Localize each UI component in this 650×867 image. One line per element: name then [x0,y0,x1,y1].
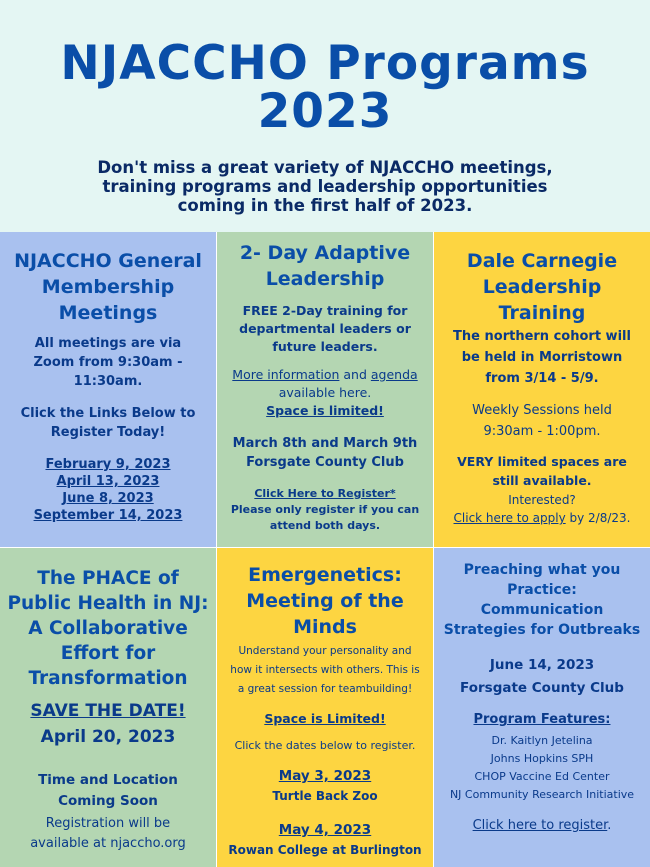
carnegie-very-limited [434,452,650,490]
emergenetics-heading-line-3: Minds [293,616,357,638]
adaptive-space-limited: Space is limited! [266,403,384,418]
carnegie-apply [434,491,650,527]
carnegie-deadline: by 2/8/23. [565,511,631,525]
feature-item: NJ Community Research Initiative [449,788,635,801]
meeting-date-link[interactable]: February 9, 2023 [45,457,171,472]
carnegie-heading-line-1: Dale Carnegie [466,250,618,272]
general-heading-line-2: Membership [41,276,175,298]
adaptive-dates-text: March 8th and March 9th [232,436,418,451]
phace-heading-line-5: Transformation [28,668,188,689]
preaching-heading-line-3: Communication [480,602,604,618]
adaptive-free-line-1: FREE 2-Day training for [242,303,408,318]
general-zoom-line-2: Zoom from 9:30am - [33,355,183,370]
emergenetics-date-link[interactable]: May 3, 2023 [278,768,372,784]
general-zoom-line-3: 11:30am. [73,374,143,389]
phace-time-line-1: Time and Location [38,772,178,788]
adaptive-venue-text: Forsgate County Club [246,455,404,470]
preaching-heading [434,560,650,640]
preaching-heading-line-1: Preaching what you [463,562,621,578]
carnegie-heading-line-3: Training [498,302,586,324]
adaptive-dates [217,434,433,472]
adaptive-and: and [339,367,371,382]
carnegie-very-line-2: still available. [492,473,592,488]
phace-heading-line-4: Effort for [60,643,156,664]
adaptive-heading-line-2: Leadership [265,268,385,290]
phace-heading-line-1: The PHACE of [37,568,179,589]
phace-registration [0,814,216,854]
emergenetics-click-text: Click the dates below to register. [234,739,416,752]
title-line-1: NJACCHO Programs [60,36,590,91]
general-date-links [0,456,216,524]
carnegie-cohort-line-2: be held in Morristown [461,350,623,365]
phace-heading [0,566,216,691]
emergenetics-description [217,642,433,699]
carnegie-cohort [434,326,650,389]
feature-item: Johns Hopkins SPH [490,752,594,765]
preaching-register-link[interactable]: Click here to register [472,818,608,833]
general-heading [0,248,216,326]
preaching-features-list [434,732,650,804]
phace-time-location [0,770,216,812]
phace-heading-line-2: Public Health in NJ: [7,593,209,614]
phace-date: April 20, 2023 [40,727,176,747]
adaptive-links [217,366,433,420]
emergenetics-desc-line-1: Understand your personality and [238,645,412,657]
phace-reg-line-1: Registration will be [45,816,171,831]
adaptive-free-line-2: departmental leaders or [239,321,411,336]
dale-carnegie-card [434,232,650,547]
adaptive-register [217,486,433,534]
general-heading-line-3: Meetings [58,302,158,324]
meeting-date-link[interactable]: September 14, 2023 [33,508,183,523]
subtitle-line-1: Don't miss a great variety of NJACCHO meetings, [97,158,553,177]
agenda-link[interactable]: agenda [370,367,418,382]
adaptive-heading-line-1: 2- Day Adaptive [239,242,411,264]
carnegie-cohort-line-3: from 3/14 - 5/9. [485,371,599,386]
general-click-line-2: Register Today! [50,425,166,440]
carnegie-heading [434,248,650,326]
phace-reg-line-2: available at njaccho.org [30,836,186,851]
preaching-card [434,548,650,867]
preaching-register-line [434,816,650,836]
general-zoom-line-1: All meetings are via [34,336,182,351]
emergenetics-desc-line-2: how it intersects with others. This is [230,664,420,676]
general-click-line-1: Click the Links Below to [20,406,196,421]
carnegie-weekly-line-1: Weekly Sessions held [472,403,612,418]
adaptive-register-link[interactable]: Click Here to Register* [254,487,396,500]
page-subtitle [60,158,590,215]
emergenetics-place: Rowan College at Burlington [228,843,422,857]
adaptive-links-line [217,366,433,384]
emergenetics-place: Turtle Back Zoo [272,789,378,803]
preaching-date-venue [434,654,650,700]
adaptive-heading [217,240,433,292]
carnegie-apply-line [434,509,650,527]
emergenetics-desc-line-3: a great session for teambuilding! [237,683,413,695]
carnegie-apply-link[interactable]: Click here to apply [453,511,566,525]
phace-save-the-date: SAVE THE DATE! [30,701,186,721]
emergenetics-space-limited: Space is Limited! [264,711,386,726]
general-click-info [0,404,216,442]
feature-item: CHOP Vaccine Ed Center [474,770,610,783]
general-heading-line-1: NJACCHO General [14,250,202,272]
emergenetics-heading [217,562,433,640]
phace-heading-line-3: A Collaborative [28,618,188,639]
title-line-2: 2023 [257,84,393,139]
preaching-features-heading: Program Features: [473,712,611,727]
adaptive-note-line-1: Please only register if you can [230,503,420,516]
header-banner [0,0,650,232]
adaptive-note-line-2: attend both days. [269,519,381,532]
emergenetics-date-link[interactable]: May 4, 2023 [278,822,372,838]
carnegie-interested: Interested? [508,493,576,507]
feature-item: Dr. Kaitlyn Jetelina [491,734,593,747]
phace-time-line-2: Coming Soon [58,793,158,809]
adaptive-free-line-3: future leaders. [272,339,378,354]
emergenetics-session-1 [217,766,433,806]
more-information-link[interactable]: More information [232,367,340,382]
page-title [0,36,650,139]
preaching-period: . [607,818,612,833]
adaptive-available-text: available here. [278,385,372,400]
preaching-heading-line-4: Strategies for Outbreaks [443,622,641,638]
emergenetics-heading-line-2: Meeting of the [246,590,404,612]
carnegie-weekly-line-2: 9:30am - 1:00pm. [483,424,601,439]
general-membership-card [0,232,216,547]
carnegie-heading-line-2: Leadership [482,276,602,298]
emergenetics-session-2 [217,820,433,860]
carnegie-very-line-1: VERY limited spaces are [457,454,627,469]
subtitle-line-2: training programs and leadership opportunities [102,177,548,196]
carnegie-weekly [434,400,650,442]
meeting-date-link[interactable]: April 13, 2023 [56,474,160,489]
preaching-heading-line-2: Practice: [507,582,577,598]
preaching-venue: Forsgate County Club [460,680,624,696]
preaching-date: June 14, 2023 [489,657,595,673]
adaptive-leadership-card [217,232,433,547]
subtitle-line-3: coming in the first half of 2023. [177,196,473,215]
general-zoom-info [0,334,216,391]
adaptive-free-info [217,302,433,356]
emergenetics-heading-line-1: Emergenetics: [248,564,402,586]
emergenetics-card [217,548,433,867]
phace-card [0,548,216,867]
meeting-date-link[interactable]: June 8, 2023 [62,491,154,506]
carnegie-cohort-line-1: The northern cohort will [453,329,631,344]
